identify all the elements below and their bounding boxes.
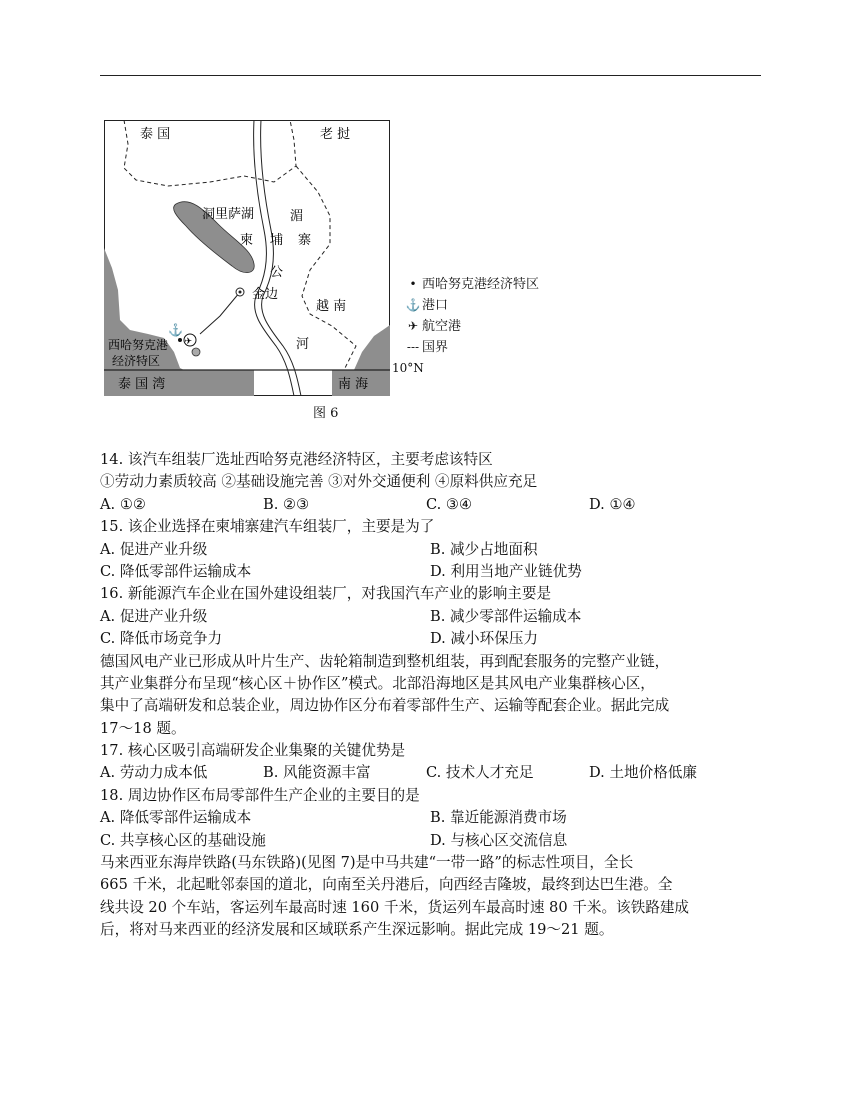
option-a: A. 促进产业升级: [100, 607, 208, 625]
passage2-line: 马来西亚东海岸铁路(马东铁路)(见图 7)是中马共建“一带一路”的标志性项目，全长: [100, 854, 634, 872]
label-zone-1: 西哈努克港: [108, 338, 169, 352]
label-thailand: 泰 国: [140, 127, 171, 142]
latitude-label: 10°N: [392, 361, 424, 375]
option-b: B. ②③: [263, 495, 310, 513]
island: [192, 348, 200, 356]
option-b: B. 减少零部件运输成本: [430, 607, 582, 625]
passage2-line: 后，将对马来西亚的经济发展和区域联系产生深远影响。据此完成 19～21 题。: [100, 921, 614, 939]
label-city: 金边: [252, 287, 279, 302]
airport-icon: ✈: [407, 319, 419, 333]
q15-options-row2: [100, 561, 770, 583]
option-d: D. ①④: [589, 495, 636, 513]
legend-item: • 西哈努克港经济特区: [404, 274, 539, 295]
option-d: D. 与核心区交流信息: [430, 831, 568, 849]
q17-stem: 17. 核心区吸引高端研发企业集聚的关键优势是: [100, 742, 406, 760]
option-c: C. 共享核心区的基础设施: [100, 831, 266, 849]
label-river-1: 湄: [290, 209, 304, 224]
q16-options-row2: [100, 628, 770, 650]
option-c: C. 技术人才充足: [426, 764, 534, 782]
passage1-line: 其产业集群分布呈现“核心区＋协作区”模式。北部沿海地区是其风电产业集群核心区，: [100, 674, 655, 692]
passage1-line: 德国风电产业已形成从叶片生产、齿轮箱制造到整机组装，再到配套服务的完整产业链，: [100, 652, 670, 670]
map-legend: [404, 274, 539, 358]
label-lake: 洞里萨湖: [202, 207, 255, 222]
option-b: B. 靠近能源消费市场: [430, 809, 567, 827]
label-south-sea: 南 海: [338, 377, 369, 392]
q14-stem: 14. 该汽车组装厂选址西哈努克港经济特区，主要考虑该特区: [100, 451, 493, 468]
q16-stem: 16. 新能源汽车企业在国外建设组装厂，对我国汽车产业的影响主要是: [100, 585, 552, 603]
q18-options-row2: [100, 830, 770, 852]
option-c: C. 降低市场竞争力: [100, 630, 223, 648]
q14-items: ①劳动力素质较高 ②基础设施完善 ③对外交通便利 ④原料供应充足: [100, 473, 538, 491]
option-a: A. 劳动力成本低: [100, 764, 208, 782]
svg-text:✈: ✈: [184, 337, 193, 347]
q14-options: [100, 494, 770, 516]
label-gulf: 泰 国 湾: [118, 377, 166, 392]
option-a: A. 降低零部件运输成本: [100, 809, 252, 827]
label-cambodia-3: 寨: [298, 233, 312, 248]
option-d: D. 减小环保压力: [430, 630, 539, 648]
question-text: [100, 449, 770, 942]
option-a: A. ①②: [100, 495, 146, 513]
legend-item: ✈ 航空港: [404, 316, 539, 337]
label-laos: 老 挝: [320, 127, 351, 142]
zone-dot-icon: [178, 338, 182, 342]
option-c: C. 降低零部件运输成本: [100, 562, 252, 580]
figure-caption: 图 6: [313, 406, 339, 421]
header-rule: [100, 75, 761, 76]
q16-options-row1: [100, 606, 770, 628]
passage2-line: 线共设 20 个车站，客运列车最高时速 160 千米，货运列车最高时速 80 千米。该铁路建成: [100, 898, 690, 916]
q18-stem: 18. 周边协作区布局零部件生产企业的主要目的是: [100, 786, 420, 804]
dot-icon: •: [409, 277, 417, 291]
option-c: C. ③④: [426, 495, 473, 513]
label-vietnam: 越 南: [316, 299, 347, 314]
passage2-line: 665 千米，北起毗邻泰国的道北，向南至关丹港后，向西经吉隆坡，最终到达巴生港。全: [100, 876, 673, 894]
passage1-line: 集中了高端研发和总装企业，周边协作区分布着零部件生产、运输等配套企业。据此完成: [100, 697, 670, 715]
cambodia-map: [104, 120, 390, 396]
anchor-icon: ⚓: [168, 323, 183, 337]
label-zone-2: 经济特区: [112, 354, 161, 368]
label-river-2: 公: [270, 265, 284, 280]
label-river-3: 河: [296, 337, 310, 352]
q15-stem: 15. 该企业选择在柬埔寨建汽车组装厂，主要是为了: [100, 518, 435, 536]
q18-options-row1: [100, 807, 770, 829]
border-icon: ---: [406, 340, 420, 354]
option-b: B. 减少占地面积: [430, 540, 538, 558]
legend-item: ⚓ 港口: [404, 295, 539, 316]
label-cambodia-2: 埔: [270, 233, 284, 248]
q17-options: [100, 762, 770, 784]
legend-item: --- 国界: [404, 337, 539, 358]
option-b: B. 风能资源丰富: [263, 764, 371, 782]
option-d: D. 利用当地产业链优势: [430, 562, 582, 580]
label-cambodia-1: 柬: [240, 233, 254, 248]
passage1-line: 17～18 题。: [100, 719, 186, 737]
anchor-icon: ⚓: [405, 298, 421, 312]
option-d: D. 土地价格低廉: [589, 764, 698, 782]
q15-options-row1: [100, 539, 770, 561]
option-a: A. 促进产业升级: [100, 540, 208, 558]
